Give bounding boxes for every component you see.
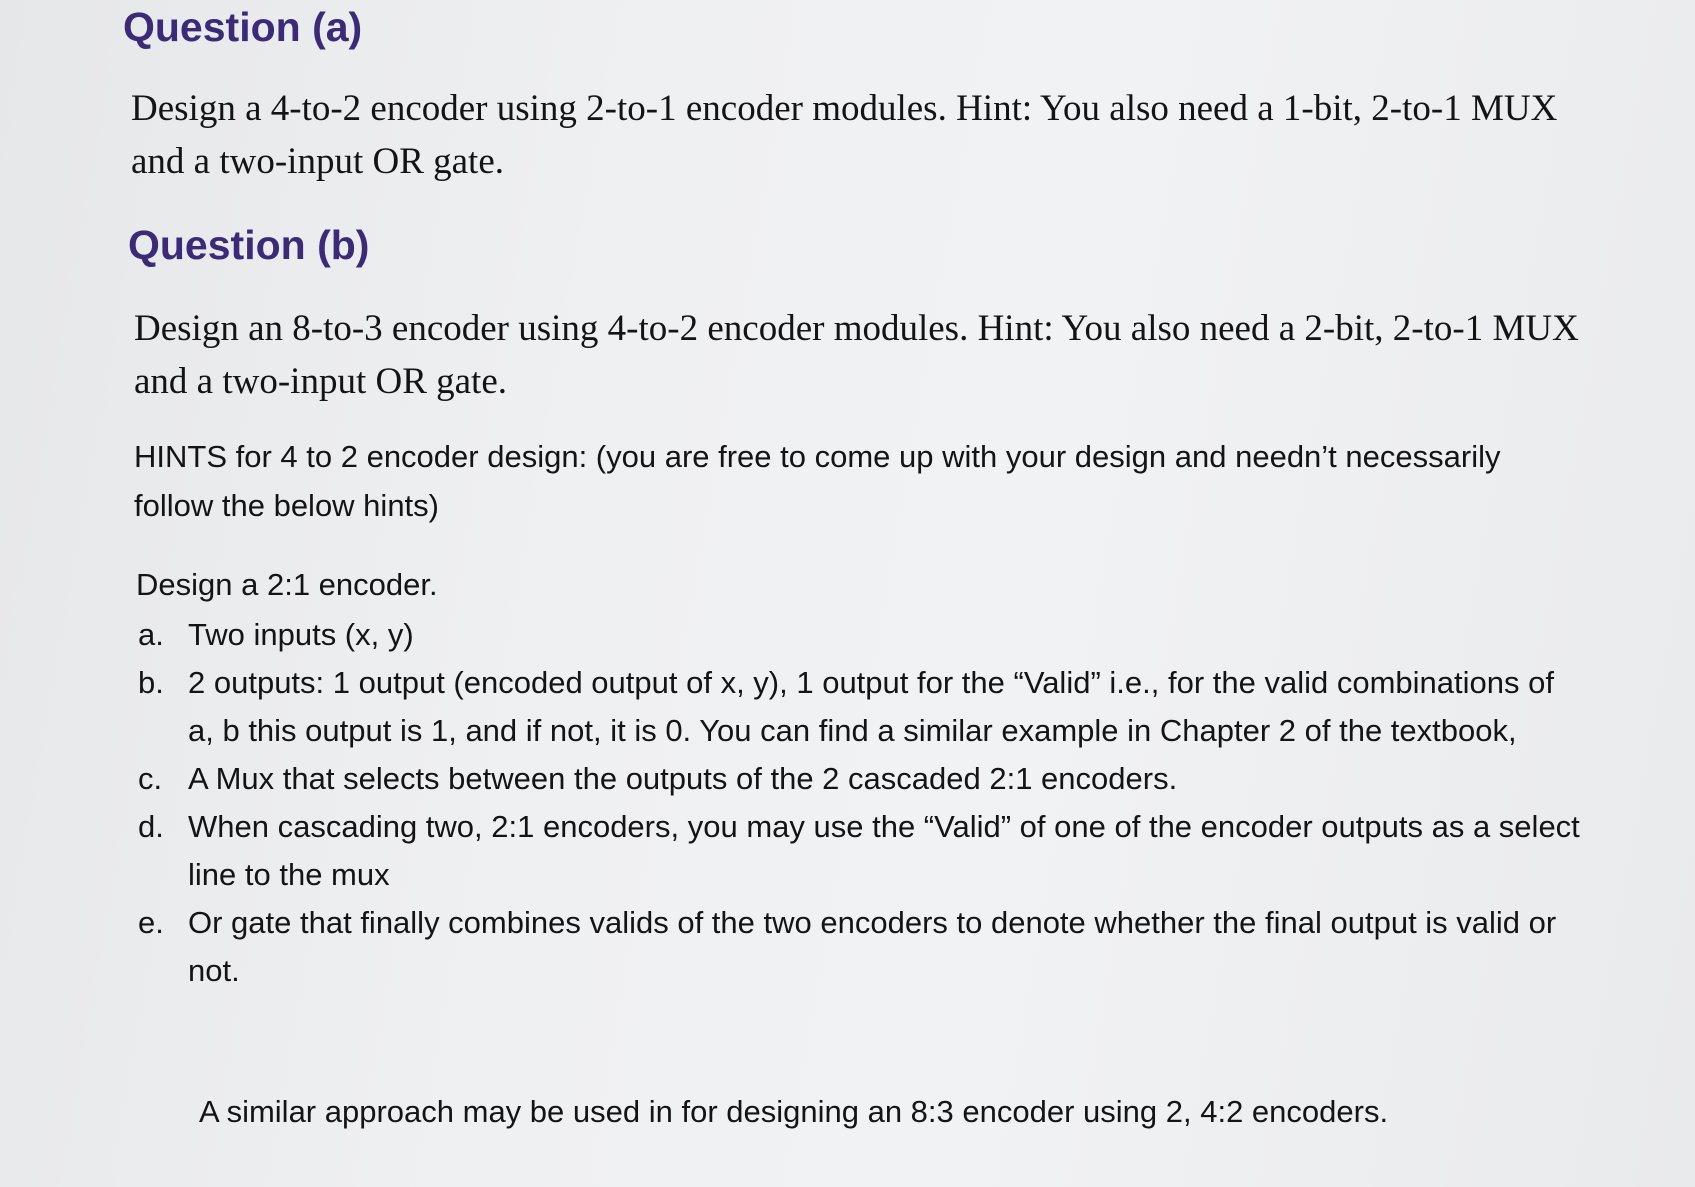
list-marker: b. bbox=[138, 665, 164, 700]
list-item bbox=[128, 899, 1588, 995]
list-marker: c. bbox=[138, 761, 163, 796]
list-item bbox=[128, 611, 1588, 659]
question-b-heading: Question (b) bbox=[128, 222, 370, 268]
design-line: Design a 2:1 encoder. bbox=[136, 567, 438, 602]
list-item bbox=[128, 803, 1588, 899]
list-item-text: 2 outputs: 1 output (encoded output of x, y), 1 output for the “Valid” i.e., for the valid combinations of a, b this output is 1, and if not, it is 0. You can find a similar example in Chapter 2 of the textbook, bbox=[188, 665, 1554, 748]
question-a-heading: Question (a) bbox=[123, 4, 363, 50]
question-a-text: Design a 4-to-2 encoder using 2-to-1 encoder modules. Hint: You also need a 1-bit, 2-to-1 MUX and a two-input OR gate. bbox=[131, 88, 1558, 182]
list-item-text: When cascading two, 2:1 encoders, you may use the “Valid” of one of the encoder outputs as a select line to the mux bbox=[188, 809, 1580, 892]
question-b-text: Design an 8-to-3 encoder using 4-to-2 encoder modules. Hint: You also need a 2-bit, 2-to-1 MUX and a two-input OR gate. bbox=[134, 308, 1579, 402]
hints-list bbox=[128, 611, 1588, 995]
list-item-text: Two inputs (x, y) bbox=[188, 617, 414, 652]
list-marker: e. bbox=[138, 905, 164, 940]
closing-note: A similar approach may be used in for designing an 8:3 encoder using 2, 4:2 encoders. bbox=[199, 1094, 1389, 1129]
list-item-text: Or gate that finally combines valids of the two encoders to denote whether the final output is valid or not. bbox=[188, 905, 1557, 988]
list-marker: a. bbox=[138, 617, 164, 652]
list-marker: d. bbox=[138, 809, 164, 844]
list-item bbox=[128, 755, 1588, 803]
list-item-text: A Mux that selects between the outputs of the 2 cascaded 2:1 encoders. bbox=[188, 761, 1178, 796]
list-item bbox=[128, 659, 1588, 755]
hints-intro: HINTS for 4 to 2 encoder design: (you are free to come up with your design and needn’t necessarily follow the below hints) bbox=[134, 439, 1501, 523]
